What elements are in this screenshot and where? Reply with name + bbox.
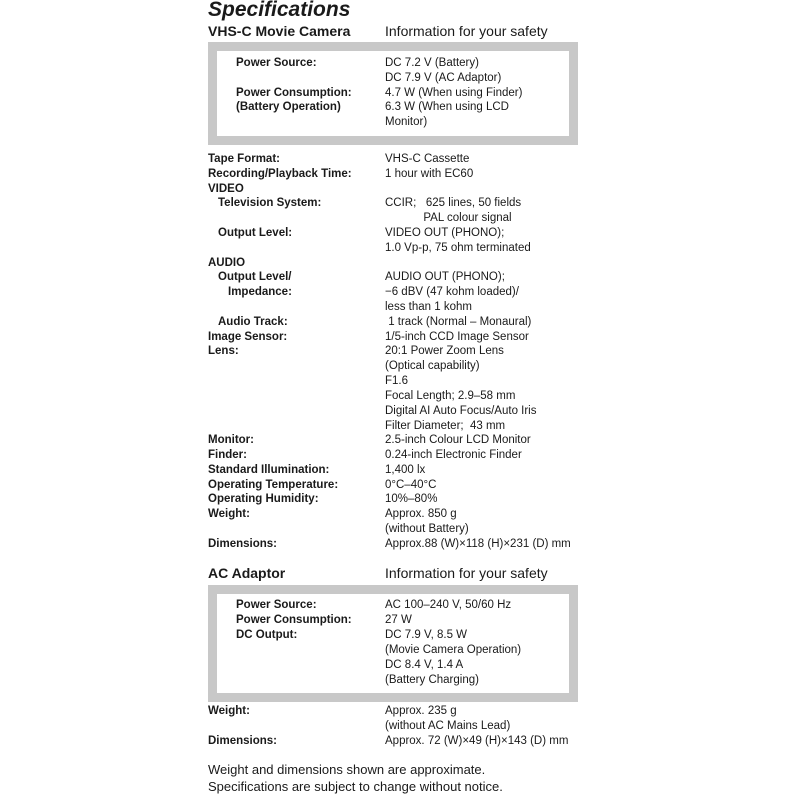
adaptor-safety-note: Information for your safety — [385, 565, 548, 581]
spec-value — [385, 196, 521, 226]
spec-value — [385, 734, 568, 749]
spec-value — [385, 56, 501, 86]
spec-value-line: 27 W — [385, 613, 412, 626]
spec-value-line: PAL colour signal — [385, 212, 512, 225]
spec-label: Image Sensor: — [208, 330, 288, 343]
adaptor-heading: AC Adaptor — [208, 565, 286, 581]
spec-value-line: 1/5-inch CCD Image Sensor — [385, 330, 529, 343]
spec-value — [385, 448, 522, 463]
spec-value — [385, 598, 511, 613]
spec-label: Power Consumption: — [236, 613, 352, 626]
spec-value-line: 0°C–40°C — [385, 478, 437, 491]
spec-label: Recording/Playback Time: — [208, 167, 352, 180]
spec-value — [385, 433, 531, 448]
spec-value-line: F1.6 — [385, 375, 409, 388]
spec-value-line: DC 8.4 V, 1.4 A — [385, 658, 464, 671]
spec-value — [385, 315, 531, 330]
spec-value-line: (Optical capability) — [385, 360, 480, 373]
spec-value — [385, 613, 412, 628]
spec-label: Television System: — [218, 197, 322, 210]
spec-value — [385, 704, 510, 734]
spec-value-line: Approx.88 (W)×118 (H)×231 (D) mm — [385, 537, 571, 550]
spec-value-line: 1 track (Normal – Monaural) — [385, 315, 532, 328]
spec-value-line: 2.5-inch Colour LCD Monitor — [385, 434, 531, 447]
spec-value — [385, 330, 529, 345]
spec-value-line: −6 dBV (47 kohm loaded)/ — [385, 286, 519, 299]
camera-safety-note: Information for your safety — [385, 23, 548, 39]
spec-value-line: (without Battery) — [385, 523, 469, 536]
spec-value-line: 1 hour with EC60 — [385, 167, 474, 180]
spec-value-line: Monitor) — [385, 116, 428, 129]
spec-value — [385, 492, 437, 507]
camera-heading: VHS-C Movie Camera — [208, 23, 351, 39]
spec-value — [385, 152, 469, 167]
spec-value-line: 0.24-inch Electronic Finder — [385, 449, 522, 461]
spec-label: Dimensions: — [208, 537, 278, 550]
spec-value — [385, 507, 469, 537]
spec-label: Output Level/ — [218, 271, 292, 284]
spec-value — [385, 86, 522, 101]
spec-value-line: (Battery Charging) — [385, 673, 479, 686]
spec-label: DC Output: — [236, 628, 298, 641]
spec-value — [385, 167, 473, 182]
spec-value-line: 4.7 W (When using Finder) — [385, 86, 523, 99]
spec-value-line: VIDEO OUT (PHONO); — [385, 227, 505, 239]
spec-label: Dimensions: — [208, 734, 278, 747]
spec-label: Power Source: — [236, 599, 317, 611]
spec-value-line: 20:1 Power Zoom Lens — [385, 345, 504, 358]
spec-value-line: Approx. 235 g — [385, 705, 457, 717]
spec-label: Operating Humidity: — [208, 493, 319, 506]
spec-value — [385, 628, 521, 688]
spec-label: Tape Format: — [208, 153, 280, 165]
spec-value — [385, 463, 425, 478]
footer-note-1: Weight and dimensions shown are approximate. — [208, 762, 486, 777]
spec-value-line: DC 7.9 V (AC Adaptor) — [385, 72, 502, 84]
spec-label: Weight: — [208, 508, 250, 521]
spec-label: (Battery Operation) — [236, 101, 341, 114]
spec-label: Operating Temperature: — [208, 478, 339, 491]
spec-value — [385, 270, 505, 285]
spec-label: Impedance: — [228, 286, 292, 299]
spec-value-line: Focal Length; 2.9–58 mm — [385, 390, 516, 403]
spec-value-line: (without AC Mains Lead) — [385, 720, 511, 732]
spec-value — [385, 100, 509, 130]
spec-label: AUDIO — [208, 256, 246, 269]
spec-label: Power Source: — [236, 57, 317, 69]
spec-value-line: Digital AI Auto Focus/Auto Iris — [385, 405, 537, 418]
spec-label: VIDEO — [208, 182, 244, 195]
spec-label: Weight: — [208, 705, 250, 717]
spec-value-line: DC 7.9 V, 8.5 W — [385, 628, 468, 641]
spec-value — [385, 344, 537, 434]
spec-value-line: less than 1 kohm — [385, 301, 472, 314]
spec-value-line: 6.3 W (When using LCD — [385, 101, 509, 114]
spec-value-line: CCIR; 625 lines, 50 fields — [385, 197, 522, 210]
spec-value-line: AUDIO OUT (PHONO); — [385, 271, 505, 284]
spec-label: Power Consumption: — [236, 86, 352, 99]
spec-label: Output Level: — [218, 227, 293, 239]
spec-value-line: Approx. 72 (W)×49 (H)×143 (D) mm — [385, 734, 569, 747]
spec-value-line: 1,400 lx — [385, 463, 426, 476]
spec-value-line: 1.0 Vp-p, 75 ohm terminated — [385, 242, 531, 254]
spec-value-line: 10%–80% — [385, 493, 438, 506]
spec-value — [385, 537, 571, 552]
spec-value-line: Approx. 850 g — [385, 508, 457, 521]
spec-value — [385, 478, 436, 493]
spec-value-line: (Movie Camera Operation) — [385, 643, 522, 656]
spec-label: Finder: — [208, 449, 247, 461]
spec-value-line: VHS-C Cassette — [385, 153, 470, 165]
page-title: Specifications — [208, 0, 351, 21]
spec-value-line: DC 7.2 V (Battery) — [385, 57, 479, 69]
spec-label: Monitor: — [208, 434, 254, 447]
spec-value-line: AC 100–240 V, 50/60 Hz — [385, 599, 512, 611]
footer-note-2: Specifications are subject to change without notice. — [208, 779, 503, 794]
spec-label: Standard Illumination: — [208, 463, 330, 476]
spec-value-line: Filter Diameter; 43 mm — [385, 420, 506, 433]
spec-value — [385, 285, 519, 315]
spec-value — [385, 226, 531, 256]
spec-label: Audio Track: — [218, 315, 288, 328]
spec-label: Lens: — [208, 345, 239, 358]
